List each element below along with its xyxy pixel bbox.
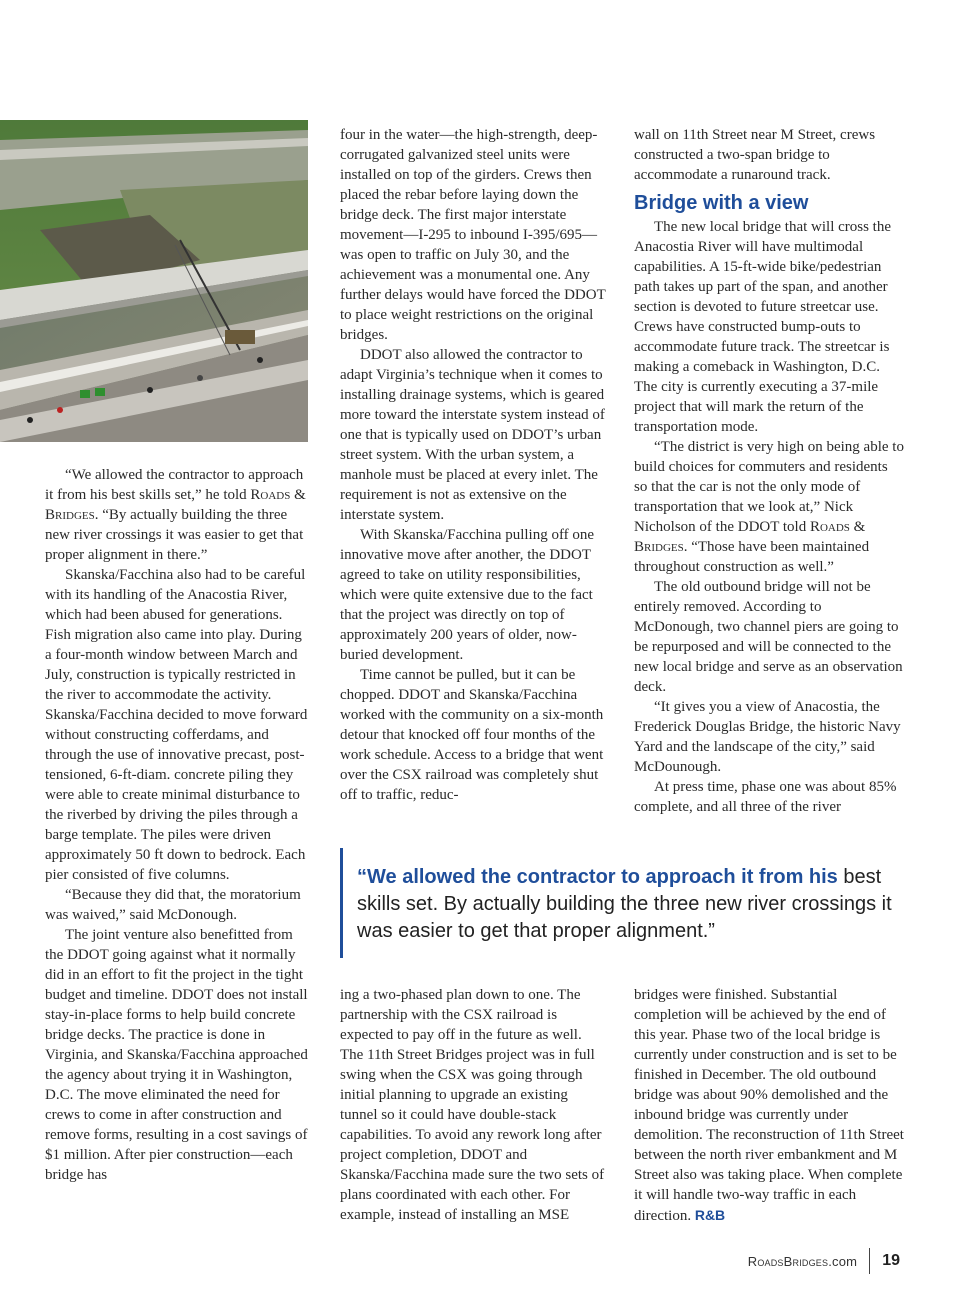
article-column-2 (340, 125, 608, 805)
site-url: RoadsBridges.com (747, 1253, 858, 1269)
paragraph: wall on 11th Street near M Street, crews constructed a two-span bridge to accommodate a runaround track. (634, 127, 876, 183)
paragraph: bridges were finished. Substantial completion will be achieved by the end of this year. Phase two of the local bridge is currently under construction and is set to be finished in December. The old outbound bridge was about 90% demolished and the inbound bridge was currently under demolition. The reconstruction of 11th Street between the north river embankment and M Street also was taking place. When complete it will handle two-way traffic in each direction. R&B (634, 987, 904, 1224)
paragraph: Skanska/Facchina also had to be careful with its handling of the Anacostia River, which had been abused for generations. Fish migration also came into play. During a four-month window between March and July, construction is typically restricted in the river to accommodate the activity. Skanska/Facchina decided to move forward without constructing cofferdams, and through the use of innovative precast, post-tensioned, 6-ft-diam. concrete piling they were able to create minimal disturbance to the riverbed by driving the piles through a barge template. The piles were driven approximately 50 ft down to bedrock. Each pier consisted of five columns. (45, 567, 308, 883)
paragraph: At press time, phase one was about 85% complete, and all three of the river (634, 779, 897, 815)
article-column-3 (634, 125, 904, 817)
article-column-1 (45, 465, 311, 1185)
paragraph: Time cannot be pulled, but it can be chopped. DDOT and Skanska/Facchina worked with the community on a six-month detour that knocked off four months of the work schedule. Access to a bridge that went over the CSX railroad was completely shut off to traffic, reduc- (340, 667, 604, 803)
paragraph: “The district is very high on being able to build choices for commuters and residents so that the car is not the only mode of transportation that we look at,” Nick Nicholson of the DDOT told Roads & Bridges. “Those have been maintained throughout construction as well.” (634, 439, 904, 575)
paragraph: “It gives you a view of Anacostia, the Frederick Douglas Bridge, the historic Navy Yard and the landscape of the city,” said McDounough. (634, 699, 901, 775)
article-column-4 (340, 985, 608, 1225)
paragraph: The old outbound bridge will not be entirely removed. According to McDonough, two channel piers are going to be repurposed and will be connected to the new local bridge and serve as an observation deck. (634, 579, 903, 695)
pull-quote (340, 848, 900, 958)
paragraph: With Skanska/Facchina pulling off one innovative move after another, the DDOT agreed to take on utility responsibilities, which were quite extensive due to the fact that the project was directly on top of approximately 200 years of older, now-buried development. (340, 527, 595, 663)
pull-quote-text: best skills set. By actually building the three new river crossings it was easier to get that proper alignment.” (357, 866, 892, 942)
aerial-bridge-photo (0, 120, 308, 442)
paragraph: The joint venture also benefitted from the DDOT going against what it normally did in an effort to fit the project in the tight budget and timeline. DDOT does not install stay-in-place forms to help build concrete bridge decks. The practice is done in Virginia, and Skanska/Facchina approached the agency about trying it in Washington, D.C. The move eliminated the need for crews to come in after construction and remove forms, resulting in a cost savings of $1 million. After pier construction—each bridge has (45, 927, 308, 1183)
paragraph: ing a two-phased plan down to one. The partnership with the CSX railroad is expected to pay off in the future as well. The 11th Street Bridges project was in full swing when the CSX was going through initial planning to upgrade an existing tunnel so it could have double-stack capabilities. To avoid any rework long after project completion, DDOT and Skanska/Facchina made sure the two sets of plans coordinated with each other. For example, instead of installing an MSE (340, 987, 605, 1223)
paragraph: The new local bridge that will cross the Anacostia River will have multimodal capabilities. A 15-ft-wide bike/pedestrian path takes up part of the span, and another section is devoted to future streetcar use. Crews have constructed bump-outs to accommodate future track. The streetcar is making a comeback in Washington, D.C. The city is currently executing a 37-mile project that will mark the return of the transportation mode. (634, 219, 892, 435)
paragraph: “We allowed the contractor to approach it from his best skills set,” he told Roads & Bridges. “By actually building the three new river crossings it was easier to get that proper alignment in there.” (45, 467, 306, 563)
article-column-5 (634, 985, 904, 1226)
paragraph: four in the water—the high-strength, deep-corrugated galvanized steel units were installed on top of the girders. Crews then placed the rebar before laying down the bridge deck. The first major interstate movement—I-295 to inbound I-395/695—was open to traffic on July 30, and the achievement was a monumental one. Any further delays would have forced the DDOT to place weight restrictions on the original bridges. (340, 127, 606, 343)
pull-quote-lead: “We allowed the contractor to approach it from his (357, 866, 838, 888)
paragraph: “Because they did that, the moratorium was waived,” said McDonough. (45, 887, 301, 923)
end-mark: R&B (694, 1207, 726, 1223)
page-footer (748, 1247, 900, 1275)
publication-name: Roads & Bridges (634, 519, 866, 555)
page-number: 19 (882, 1252, 900, 1269)
section-heading: Bridge with a view (634, 192, 809, 214)
paragraph: DDOT also allowed the contractor to adapt Virginia’s technique when it comes to installing drainage systems, which is geared more toward the interstate system instead of one that is typically used on DDOT’s urban street system. With the urban system, a manhole must be placed at every inlet. The requirement is not as extensive on the interstate system. (340, 347, 605, 523)
publication-name: Roads & Bridges (45, 487, 306, 523)
